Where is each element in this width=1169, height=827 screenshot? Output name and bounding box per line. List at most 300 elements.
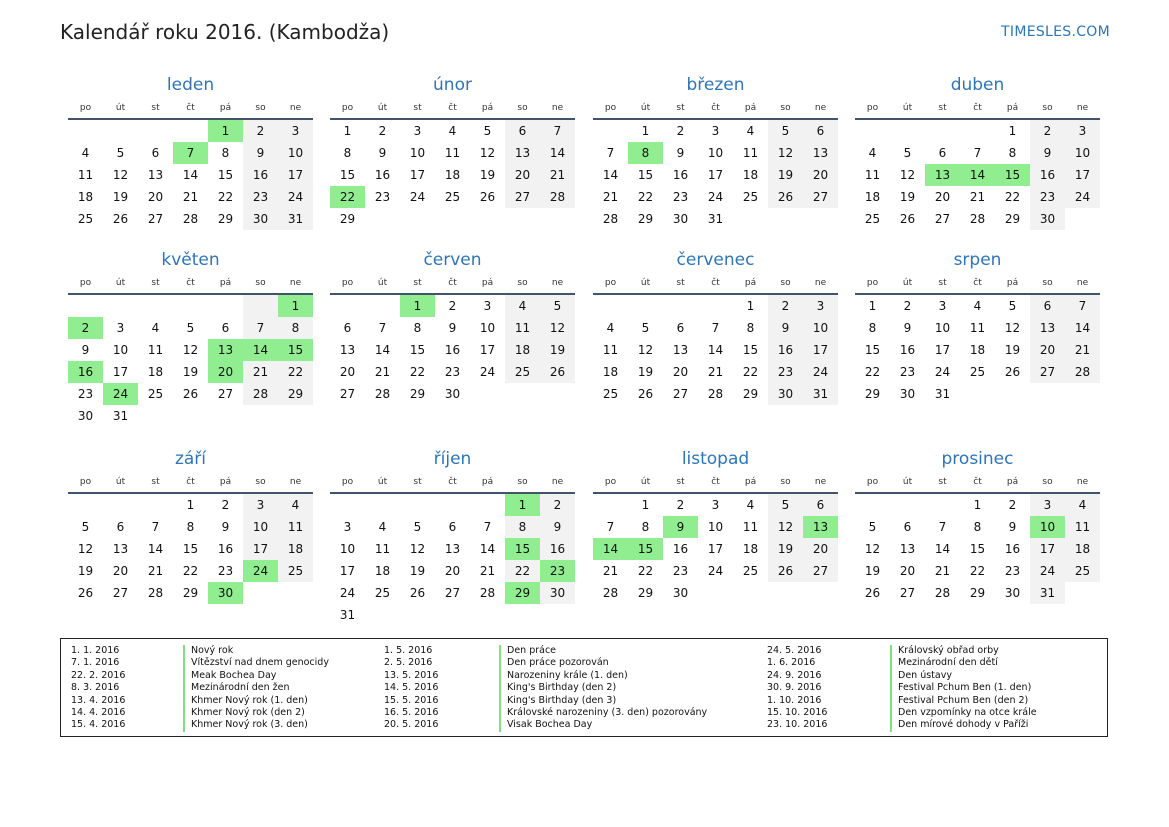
week-row (330, 383, 575, 405)
day-cell: 29 (742, 387, 759, 401)
empty-cell (768, 208, 803, 230)
page-title: Kalendář roku 2016. (Kambodža) (60, 20, 390, 44)
empty-cell (803, 208, 838, 230)
empty-cell (208, 295, 243, 317)
day-cell: 29 (969, 586, 986, 600)
day-cell: 16 (1030, 164, 1065, 186)
empty-cell (103, 295, 138, 317)
day-cell: 13 (505, 142, 540, 164)
week-row (330, 538, 575, 560)
day-cell: 4 (448, 124, 457, 138)
day-cell: 4 (606, 321, 615, 335)
empty-cell (960, 120, 995, 142)
week-row (855, 361, 1100, 383)
holiday-day: 20 (208, 361, 243, 383)
day-cell: 29 (278, 383, 313, 405)
day-cell: 20 (672, 365, 689, 379)
day-cell: 7 (711, 321, 720, 335)
day-cell: 4 (278, 494, 313, 516)
month-block (855, 446, 1100, 604)
holiday-date: 16. 5. 2016 (384, 707, 439, 718)
empty-cell (1065, 383, 1100, 405)
day-cell: 12 (1004, 321, 1021, 335)
holiday-date: 2. 5. 2016 (384, 657, 433, 669)
weekday-label: so (780, 278, 791, 288)
week-row (855, 142, 1100, 164)
weekday-label: po (79, 477, 92, 487)
weekday-label: út (115, 278, 126, 288)
weekday-label: so (255, 477, 266, 487)
day-cell: 24 (278, 186, 313, 208)
month-days (855, 295, 1100, 405)
day-cell: 19 (182, 365, 199, 379)
month-days (593, 494, 838, 604)
empty-cell (470, 604, 505, 626)
day-cell: 4 (746, 124, 755, 138)
weekday-label: po (341, 278, 354, 288)
day-cell: 9 (378, 146, 387, 160)
weekday-label: út (377, 278, 388, 288)
month-block (855, 247, 1100, 405)
day-cell: 28 (243, 383, 278, 405)
weekday-label: st (151, 477, 160, 487)
day-cell: 17 (409, 168, 426, 182)
day-cell: 30 (243, 208, 278, 230)
day-cell: 16 (217, 542, 234, 556)
holiday-name: Den vzpomínky na otce krále (890, 707, 1037, 719)
day-cell: 20 (1030, 339, 1065, 361)
holiday-day: 15 (278, 339, 313, 361)
month-days (68, 120, 313, 230)
day-cell: 27 (505, 186, 540, 208)
holiday-name: Den práce (499, 645, 556, 657)
empty-cell (1065, 208, 1100, 230)
day-cell: 8 (746, 321, 755, 335)
holiday-date: 13. 4. 2016 (71, 694, 126, 706)
day-cell: 19 (899, 190, 916, 204)
day-cell: 8 (278, 317, 313, 339)
day-cell: 15 (742, 343, 759, 357)
month-block (330, 247, 575, 405)
day-cell: 15 (409, 343, 426, 357)
week-row (68, 295, 313, 317)
day-cell: 21 (374, 365, 391, 379)
holiday-name: Nový rok (183, 645, 233, 657)
day-cell: 28 (479, 586, 496, 600)
day-cell: 30 (77, 409, 94, 423)
empty-cell (470, 494, 505, 516)
holiday-name: Visak Bochea Day (499, 719, 592, 731)
day-cell: 10 (479, 321, 496, 335)
holiday-name: Vítězství nad dnem genocidy (183, 657, 329, 669)
day-cell: 14 (147, 542, 164, 556)
weekday-label: čt (711, 477, 720, 487)
weekday-label: pá (744, 278, 757, 288)
day-cell: 23 (672, 564, 689, 578)
day-cell: 12 (637, 343, 654, 357)
week-row (593, 516, 838, 538)
day-cell: 28 (182, 212, 199, 226)
weekday-header (593, 472, 838, 494)
weekday-label: so (1042, 103, 1053, 113)
day-cell: 19 (1004, 343, 1021, 357)
day-cell: 22 (1004, 190, 1021, 204)
weekday-label: so (1042, 278, 1053, 288)
day-cell: 3 (483, 299, 492, 313)
month-name: únor (433, 75, 472, 95)
weekday-label: út (115, 103, 126, 113)
day-cell: 23 (77, 387, 94, 401)
weekday-label: pá (481, 477, 494, 487)
day-cell: 30 (540, 582, 575, 604)
weekday-label: ne (1076, 103, 1089, 113)
day-cell: 12 (768, 142, 803, 164)
day-cell: 27 (672, 387, 689, 401)
weekday-label: po (79, 278, 92, 288)
holiday-day: 13 (803, 516, 838, 538)
day-cell: 9 (221, 520, 230, 534)
day-cell: 10 (707, 520, 724, 534)
weekday-label: po (79, 103, 92, 113)
empty-cell (330, 494, 365, 516)
weekday-label: čt (186, 278, 195, 288)
empty-cell (1030, 383, 1065, 405)
week-row (593, 120, 838, 142)
day-cell: 21 (969, 190, 986, 204)
empty-cell (400, 604, 435, 626)
day-cell: 26 (409, 586, 426, 600)
day-cell: 20 (112, 564, 129, 578)
week-row (593, 582, 838, 604)
empty-cell (173, 295, 208, 317)
day-cell: 23 (1030, 186, 1065, 208)
day-cell: 5 (540, 295, 575, 317)
day-cell: 2 (221, 498, 230, 512)
week-row (330, 494, 575, 516)
week-row (330, 560, 575, 582)
day-cell: 14 (540, 142, 575, 164)
day-cell: 13 (339, 343, 356, 357)
day-cell: 26 (77, 586, 94, 600)
brand-link[interactable]: TIMESLES.COM (1001, 24, 1110, 40)
day-cell: 28 (602, 586, 619, 600)
week-row (855, 383, 1100, 405)
weekday-label: so (255, 278, 266, 288)
day-cell: 16 (444, 343, 461, 357)
empty-cell (68, 494, 103, 516)
empty-cell (995, 383, 1030, 405)
empty-cell (68, 120, 103, 142)
month-days (855, 120, 1100, 230)
day-cell: 8 (641, 520, 650, 534)
day-cell: 8 (973, 520, 982, 534)
day-cell: 5 (1008, 299, 1017, 313)
holiday-day: 10 (1030, 516, 1065, 538)
weekday-label: so (1042, 477, 1053, 487)
weekday-header (593, 98, 838, 120)
day-cell: 20 (934, 190, 951, 204)
day-cell: 15 (217, 168, 234, 182)
day-cell: 25 (77, 212, 94, 226)
day-cell: 11 (278, 516, 313, 538)
day-cell: 24 (339, 586, 356, 600)
day-cell: 25 (1065, 560, 1100, 582)
weekday-header (68, 98, 313, 120)
empty-cell (698, 295, 733, 317)
weekday-label: st (413, 278, 422, 288)
holiday-name: Mezinárodní den dětí (890, 657, 998, 669)
day-cell: 19 (768, 164, 803, 186)
week-row (593, 186, 838, 208)
day-cell: 17 (479, 343, 496, 357)
week-row (68, 164, 313, 186)
empty-cell (365, 295, 400, 317)
weekday-label: pá (481, 278, 494, 288)
empty-cell (243, 405, 278, 427)
weekday-header (593, 273, 838, 295)
weekday-label: so (780, 477, 791, 487)
weekday-label: čt (186, 103, 195, 113)
weekday-label: čt (973, 278, 982, 288)
day-cell: 11 (742, 146, 759, 160)
day-cell: 7 (540, 120, 575, 142)
day-cell: 28 (707, 387, 724, 401)
day-cell: 6 (221, 321, 230, 335)
day-cell: 26 (112, 212, 129, 226)
day-cell: 29 (864, 387, 881, 401)
empty-cell (365, 494, 400, 516)
weekday-label: út (902, 103, 913, 113)
empty-cell (243, 582, 278, 604)
week-row (330, 582, 575, 604)
weekday-label: ne (1076, 278, 1089, 288)
day-cell: 20 (444, 564, 461, 578)
day-cell: 28 (602, 212, 619, 226)
day-cell: 1 (186, 498, 195, 512)
day-cell: 3 (343, 520, 352, 534)
day-cell: 22 (409, 365, 426, 379)
day-cell: 25 (969, 365, 986, 379)
holiday-date: 30. 9. 2016 (767, 682, 822, 694)
week-row (68, 494, 313, 516)
day-cell: 30 (1030, 208, 1065, 230)
week-row (855, 339, 1100, 361)
day-cell: 20 (899, 564, 916, 578)
day-cell: 13 (899, 542, 916, 556)
holiday-name: King's Birthday (den 3) (499, 695, 616, 707)
week-row (330, 186, 575, 208)
month-name: říjen (433, 449, 472, 469)
holiday-name: King's Birthday (den 2) (499, 682, 616, 694)
day-cell: 7 (606, 146, 615, 160)
day-cell: 6 (343, 321, 352, 335)
day-cell: 2 (903, 299, 912, 313)
month-days (68, 295, 313, 427)
day-cell: 27 (899, 586, 916, 600)
day-cell: 5 (903, 146, 912, 160)
day-cell: 15 (182, 542, 199, 556)
day-cell: 5 (186, 321, 195, 335)
holiday-date: 7. 1. 2016 (71, 657, 120, 669)
day-cell: 23 (768, 361, 803, 383)
holiday-day: 1 (278, 295, 313, 317)
day-cell: 24 (1030, 560, 1065, 582)
day-cell: 18 (742, 168, 759, 182)
holiday-date: 1. 5. 2016 (384, 645, 433, 656)
month-name: duben (950, 75, 1005, 95)
day-cell: 3 (711, 498, 720, 512)
day-cell: 26 (768, 186, 803, 208)
day-cell: 3 (803, 295, 838, 317)
day-cell: 17 (339, 564, 356, 578)
day-cell: 21 (1065, 339, 1100, 361)
day-cell: 31 (803, 383, 838, 405)
day-cell: 26 (182, 387, 199, 401)
day-cell: 25 (742, 190, 759, 204)
empty-cell (593, 494, 628, 516)
holiday-day: 29 (505, 582, 540, 604)
day-cell: 16 (540, 538, 575, 560)
week-row (330, 317, 575, 339)
day-cell: 9 (448, 321, 457, 335)
empty-cell (593, 295, 628, 317)
weekday-label: čt (186, 477, 195, 487)
day-cell: 20 (147, 190, 164, 204)
day-cell: 4 (868, 146, 877, 160)
day-cell: 13 (803, 142, 838, 164)
weekday-label: ne (551, 278, 564, 288)
day-cell: 3 (1065, 120, 1100, 142)
day-cell: 7 (378, 321, 387, 335)
weekday-label: pá (219, 278, 232, 288)
day-cell: 15 (864, 343, 881, 357)
day-cell: 7 (483, 520, 492, 534)
day-cell: 24 (934, 365, 951, 379)
month-name: leden (166, 75, 215, 95)
day-cell: 2 (676, 498, 685, 512)
day-cell: 21 (602, 564, 619, 578)
day-cell: 29 (637, 212, 654, 226)
day-cell: 6 (803, 494, 838, 516)
weekday-label: po (341, 477, 354, 487)
week-row (68, 120, 313, 142)
week-row (68, 516, 313, 538)
weekday-label: čt (448, 278, 457, 288)
day-cell: 25 (602, 387, 619, 401)
weekday-label: st (413, 477, 422, 487)
day-cell: 21 (243, 361, 278, 383)
day-cell: 29 (1004, 212, 1021, 226)
holiday-name: Mezinárodní den žen (183, 682, 290, 694)
month-days (593, 295, 838, 405)
day-cell: 23 (444, 365, 461, 379)
empty-cell (803, 582, 838, 604)
weekday-label: út (640, 278, 651, 288)
day-cell: 3 (413, 124, 422, 138)
day-cell: 4 (746, 498, 755, 512)
empty-cell (138, 494, 173, 516)
day-cell: 11 (1065, 516, 1100, 538)
day-cell: 26 (637, 387, 654, 401)
day-cell: 20 (803, 164, 838, 186)
day-cell: 1 (1008, 124, 1017, 138)
month-block (593, 446, 838, 604)
weekday-label: út (640, 103, 651, 113)
week-row (855, 538, 1100, 560)
weekday-label: ne (551, 103, 564, 113)
empty-cell (855, 120, 890, 142)
week-row (855, 582, 1100, 604)
day-cell: 11 (77, 168, 94, 182)
day-cell: 3 (938, 299, 947, 313)
empty-cell (330, 295, 365, 317)
day-cell: 4 (378, 520, 387, 534)
day-cell: 22 (637, 564, 654, 578)
holiday-day: 14 (243, 339, 278, 361)
week-row (330, 142, 575, 164)
holiday-date: 1. 1. 2016 (71, 645, 120, 656)
day-cell: 6 (903, 520, 912, 534)
day-cell: 5 (81, 520, 90, 534)
empty-cell (505, 604, 540, 626)
day-cell: 20 (803, 538, 838, 560)
empty-cell (68, 295, 103, 317)
day-cell: 30 (672, 212, 689, 226)
holiday-name: Den mírové dohody v Paříži (890, 719, 1028, 731)
day-cell: 28 (934, 586, 951, 600)
day-cell: 1 (343, 124, 352, 138)
month-days (855, 494, 1100, 604)
day-cell: 10 (1065, 142, 1100, 164)
weekday-label: so (517, 477, 528, 487)
day-cell: 11 (505, 317, 540, 339)
day-cell: 18 (505, 339, 540, 361)
weekday-label: čt (448, 477, 457, 487)
weekday-label: st (676, 477, 685, 487)
day-cell: 10 (278, 142, 313, 164)
week-row (330, 295, 575, 317)
day-cell: 22 (182, 564, 199, 578)
week-row (68, 560, 313, 582)
day-cell: 14 (1065, 317, 1100, 339)
weekday-header (855, 98, 1100, 120)
holiday-name: Den ústavy (890, 670, 952, 682)
empty-cell (540, 604, 575, 626)
day-cell: 16 (243, 164, 278, 186)
day-cell: 22 (278, 361, 313, 383)
week-row (68, 142, 313, 164)
weekday-label: čt (448, 103, 457, 113)
holiday-legend (60, 638, 1108, 737)
day-cell: 7 (1065, 295, 1100, 317)
day-cell: 14 (479, 542, 496, 556)
day-cell: 18 (374, 564, 391, 578)
holiday-day: 1 (505, 494, 540, 516)
weekday-label: ne (814, 278, 827, 288)
day-cell: 12 (899, 168, 916, 182)
day-cell: 24 (707, 190, 724, 204)
day-cell: 21 (707, 365, 724, 379)
empty-cell (103, 120, 138, 142)
holiday-day: 30 (208, 582, 243, 604)
day-cell: 29 (339, 212, 356, 226)
day-cell: 23 (1004, 564, 1021, 578)
day-cell: 25 (505, 361, 540, 383)
month-block (68, 446, 313, 604)
day-cell: 24 (479, 365, 496, 379)
day-cell: 22 (864, 365, 881, 379)
weekday-label: po (604, 477, 617, 487)
